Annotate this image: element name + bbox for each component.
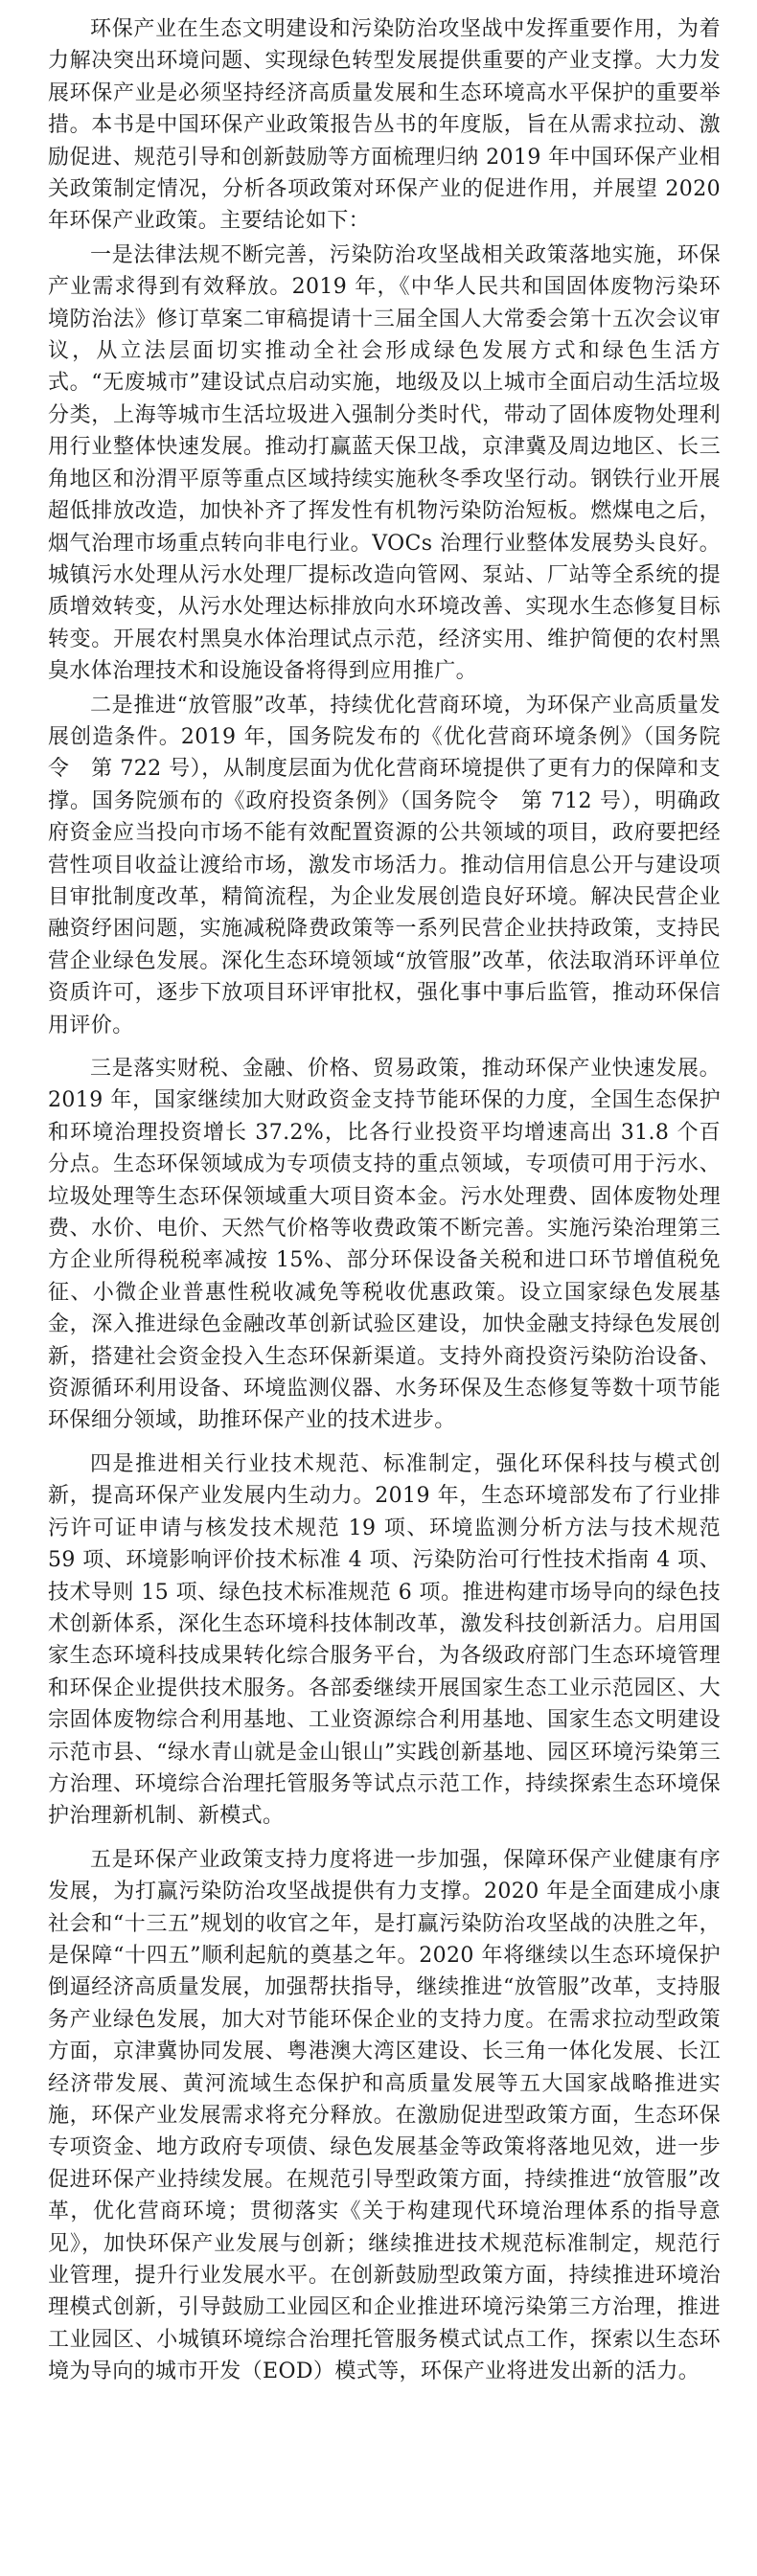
conclusion-4-paragraph: 四是推进相关行业技术规范、标准制定，强化环保科技与模式创新，提高环保产业发展内生动力。2019 年，生态环境部发布了行业排污许可证申请与核发技术规范 19 项、环境监测分析方法与技术规范 59 项、环境影响评价技术标准 4 项、污染防治可行性技术指南 4 项、技术导则 15 项、绿色技术标准规范 6 项。推进构建市场导向的绿色技术创新体系，深化生态环境科技体制改革，激发科技创新活力。启用国家生态环境科技成果转化综合服务平台，为各级政府部门生态环境管理和环保企业提供技术服务。各部委继续开展国家生态工业示范园区、大宗固体废物综合利用基地、工业资源综合利用基地、国家生态文明建设示范市县、“绿水青山就是金山银山”实践创新基地、园区环境污染第三方治理、环境综合治理托管服务等试点示范工作，持续探索生态环境保护治理新机制、新模式。 — [48, 1451, 721, 1829]
conclusion-2-paragraph: 二是推进“放管服”改革，持续优化营商环境，为环保产业高质量发展创造条件。2019 年，国务院发布的《优化营商环境条例》（国务院令 第 722 号），从制度层面为优化营商环境提供了更有力的保障和支撑。国务院颁布的《政府投资条例》（国务院令 第 712 号），明确政府资金应当投向市场不能有效配置资源的公共领域的项目，政府要把经营性项目收益让渡给市场，激发市场活力。推动信用信息公开与建设项目审批制度改革，精简流程，为企业发展创造良好环境。解决民营企业融资纾困问题，实施减税降费政策等一系列民营企业扶持政策，支持民营企业绿色发展。深化生态环境领域“放管服”改革，依法取消环评单位资质许可，逐步下放项目环评审批权，强化事中事后监管，推动环保信用评价。 — [48, 693, 721, 1037]
intro-paragraph: 环保产业在生态文明建设和污染防治攻坚战中发挥重要作用，为着力解决突出环境问题、实现绿色转型发展提供重要的产业支撑。大力发展环保产业是必须坚持经济高质量发展和生态环境高水平保护的重要举措。本书是中国环保产业政策报告丛书的年度版，旨在从需求拉动、激励促进、规范引导和创新鼓励等方面梳理归纳 2019 年中国环保产业相关政策制定情况，分析各项政策对环保产业的促进作用，并展望 2020 年环保产业政策。主要结论如下： — [48, 17, 721, 234]
conclusion-1-paragraph: 一是法律法规不断完善，污染防治攻坚战相关政策落地实施，环保产业需求得到有效释放。2019 年，《中华人民共和国固体废物污染环境防治法》修订草案二审稿提请十三届全国人大常委会第十五次会议审议，从立法层面切实推动全社会形成绿色发展方式和绿色生活方式。“无废城市”建设试点启动实施，地级及以上城市全面启动生活垃圾分类，上海等城市生活垃圾进入强制分类时代，带动了固体废物处理利用行业整体快速发展。推动打赢蓝天保卫战，京津冀及周边地区、长三角地区和汾渭平原等重点区域持续实施秋冬季攻坚行动。钢铁行业开展超低排放改造，加快补齐了挥发性有机物污染防治短板。燃煤电之后，烟气治理市场重点转向非电行业。VOCs 治理行业整体发展势头良好。城镇污水处理从污水处理厂提标改造向管网、泵站、厂站等全系统的提质增效转变，从污水处理达标排放向水环境改善、实现水生态修复目标转变。开展农村黑臭水体治理试点示范，经济实用、维护简便的农村黑臭水体治理技术和设施设备将得到应用推广。 — [48, 242, 721, 684]
conclusion-3-paragraph: 三是落实财税、金融、价格、贸易政策，推动环保产业快速发展。2019 年，国家继续加大财政资金支持节能环保的力度，全国生态保护和环境治理投资增长 37.2%，比各行业投资平均增速高出 31.8 个百分点。生态环保领域成为专项债支持的重点领域，专项债可用于污水、垃圾处理等生态环保领域重大项目资本金。污水处理费、固体废物处理费、水价、电价、天然气价格等收费政策不断完善。实施污染治理第三方企业所得税税率减按 15%、部分环保设备关税和进口环节增值税免征、小微企业普惠性税收减免等税收优惠政策。设立国家绿色发展基金，深入推进绿色金融改革创新试验区建设，加快金融支持绿色发展创新，搭建社会资金投入生态环保新渠道。支持外商投资污染防治设备、资源循环利用设备、环境监测仪器、水务环保及生态修复等数十项节能环保细分领域，助推环保产业的技术进步。 — [48, 1057, 721, 1433]
conclusion-5-paragraph: 五是环保产业政策支持力度将进一步加强，保障环保产业健康有序发展，为打赢污染防治攻坚战提供有力支撑。2020 年是全面建成小康社会和“十三五”规划的收官之年，是打赢污染防治攻坚战的决胜之年，是保障“十四五”顺利起航的奠基之年。2020 年将继续以生态环境保护倒逼经济高质量发展，加强帮扶指导，继续推进“放管服”改革，支持服务产业绿色发展，加大对节能环保企业的支持力度。在需求拉动型政策方面，京津冀协同发展、粤港澳大湾区建设、长三角一体化发展、长江经济带发展、黄河流域生态保护和高质量发展等五大国家战略推进实施，环保产业发展需求将充分释放。在激励促进型政策方面，生态环保专项资金、地方政府专项债、绿色发展基金等政策将落地见效，进一步促进环保产业持续发展。在规范引导型政策方面，持续推进“放管服”改革，优化营商环境；贯彻落实《关于构建现代环境治理体系的指导意见》，加快环保产业发展与创新；继续推进技术规范标准制定，规范行业管理，提升行业发展水平。在创新鼓励型政策方面，持续推进环境治理模式创新，引导鼓励工业园区和企业推进环境污染第三方治理，推进工业园区、小城镇环境综合治理托管服务模式试点工作，探索以生态环境为导向的城市开发（EOD）模式等，环保产业将进发出新的活力。 — [48, 1847, 721, 2384]
